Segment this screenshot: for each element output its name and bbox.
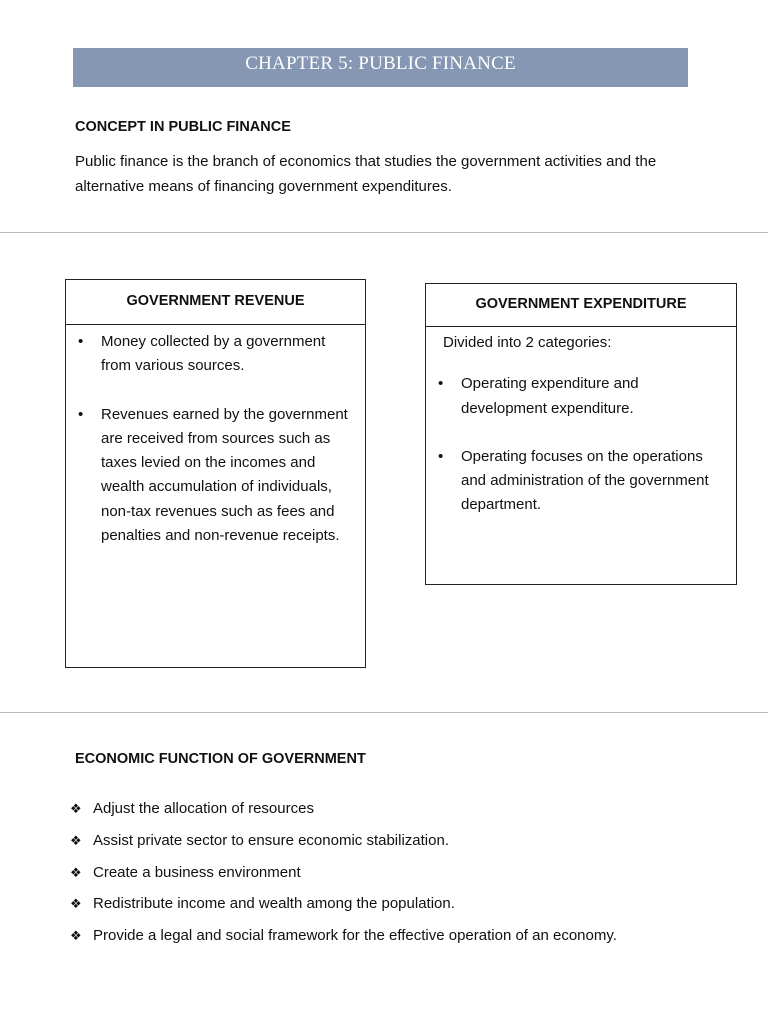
bullet-dot-icon: •	[78, 333, 84, 350]
list-item	[426, 445, 722, 518]
expenditure-item-text: Operating focuses on the operations and administration of the government department.	[461, 447, 709, 514]
expenditure-item-text: Operating expenditure and development expenditure.	[461, 375, 639, 417]
diamond-bullet-icon: ❖	[70, 832, 82, 848]
function-item-text: Provide a legal and social framework for the effective operation of an economy.	[93, 927, 617, 945]
diamond-bullet-icon: ❖	[70, 801, 82, 816]
revenue-item-text: Money collected by a government from various sources.	[101, 333, 326, 375]
diamond-bullet-icon: ❖	[70, 896, 82, 912]
functions-heading: ECONOMIC FUNCTION OF GOVERNMENT	[75, 751, 366, 767]
expenditure-box-body	[426, 327, 736, 518]
list-item	[70, 892, 617, 924]
function-item-text: Create a business environment	[93, 863, 301, 881]
expenditure-box	[425, 283, 737, 585]
list-item	[66, 330, 351, 379]
expenditure-intro: Divided into 2 categories:	[443, 334, 612, 351]
section-divider	[0, 712, 768, 713]
section-divider	[0, 232, 768, 233]
chapter-title: CHAPTER 5: PUBLIC FINANCE	[245, 53, 516, 74]
function-item-text: Assist private sector to ensure economic stabilization.	[93, 831, 449, 849]
bullet-dot-icon: •	[438, 375, 444, 393]
concept-paragraph: Public finance is the branch of economics that studies the government activities and the alternative means of financing government expenditures.	[75, 153, 657, 195]
revenue-item-text: Revenues earned by the government are received from sources such as taxes levied on the incomes and wealth accumulation of individuals, non-tax revenues such as fees and penalties and non-revenue receipts.	[101, 405, 348, 545]
bullet-dot-icon: •	[78, 405, 84, 423]
bullet-dot-icon: •	[438, 447, 444, 465]
list-item	[70, 861, 617, 893]
function-item-text: Redistribute income and wealth among the population.	[93, 895, 455, 913]
chapter-banner	[73, 48, 688, 87]
function-item-text: Adjust the allocation of resources	[93, 800, 314, 817]
revenue-list	[66, 330, 351, 548]
revenue-box	[65, 279, 366, 668]
list-item	[70, 924, 617, 956]
list-item	[66, 403, 351, 549]
expenditure-box-title: GOVERNMENT EXPENDITURE	[426, 284, 736, 327]
list-item	[426, 372, 722, 421]
expenditure-list	[426, 372, 722, 517]
revenue-box-title: GOVERNMENT REVENUE	[66, 280, 365, 325]
diamond-bullet-icon: ❖	[70, 928, 82, 944]
list-item	[70, 797, 617, 829]
revenue-box-body	[66, 325, 365, 548]
diamond-bullet-icon: ❖	[70, 864, 82, 880]
concept-heading: CONCEPT IN PUBLIC FINANCE	[75, 119, 291, 135]
functions-list	[70, 797, 617, 956]
list-item	[70, 829, 617, 861]
